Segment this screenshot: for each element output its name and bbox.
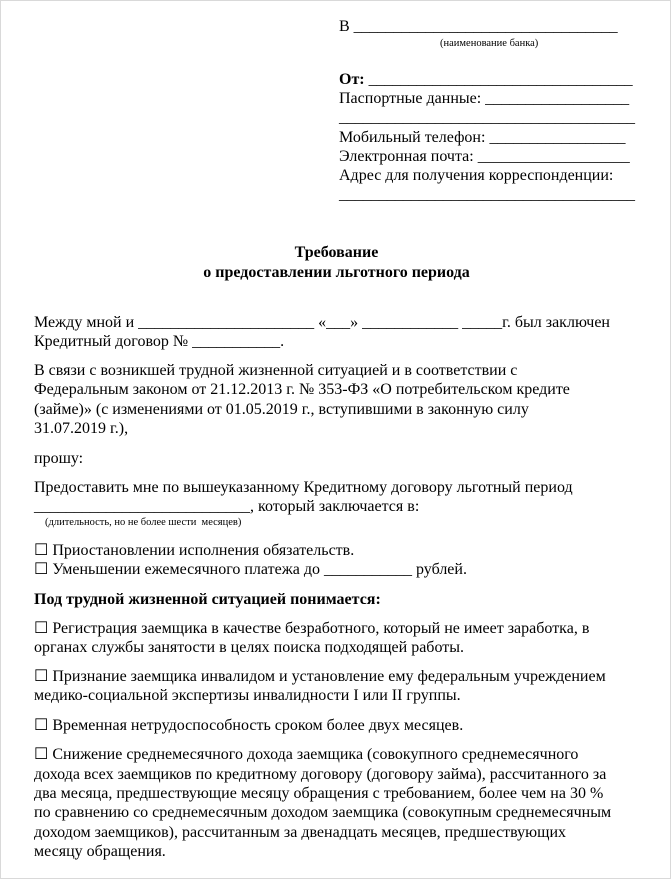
situation-4-line-6: месяцу обращения. [34, 843, 166, 860]
situation-2-line-1: ☐ Признание заемщика инвалидом и установление ему федеральным учреждением [34, 668, 606, 685]
bank-line: В _________________________________ [339, 18, 618, 35]
reason-line-4: 31.07.2019 г.), [34, 420, 129, 437]
reason-line-2: Федеральным законом от 21.12.2013 г. № 353-ФЗ «О потребительском кредите [34, 381, 570, 398]
document-title: Требование [294, 244, 379, 261]
option-suspend: ☐ Приостановлении исполнения обязательств. [34, 542, 355, 559]
from-blank: _________________________________ [368, 71, 633, 88]
reason-line-1: В связи с возникшей трудной жизненной ситуацией и в соответствии с [34, 362, 518, 379]
contract-line-1: Между мной и ______________________ «___» ____________ _____г. был заключен [34, 314, 610, 331]
document-subtitle: о предоставлении льготного периода [203, 264, 470, 281]
mobile-line: Мобильный телефон: _________________ [339, 129, 626, 146]
request-line-1: Предоставить мне по вышеуказанному Кредитному договору льготный период [34, 479, 573, 496]
duration-hint: (длительность, но не более шести месяцев) [45, 517, 242, 528]
situation-4-line-1: ☐ Снижение среднемесячного дохода заемщика (совокупного среднемесячного [34, 746, 579, 763]
situation-1-line-2: органах службы занятости в целях поиска подходящей работы. [34, 639, 464, 656]
from-label: От: [339, 71, 369, 88]
email-line: Электронная почта: ___________________ [339, 148, 630, 165]
request-line-2: ___________________________, который заключается в: [34, 498, 420, 515]
situation-2-line-2: медико-социальной экспертизы инвалидности I или II группы. [34, 687, 461, 704]
from-line [339, 70, 633, 89]
contract-line-2: Кредитный договор № ___________. [34, 333, 285, 350]
address-cont-line: _____________________________________ [339, 186, 635, 203]
request-word: прошу: [34, 450, 84, 467]
situation-1-line-1: ☐ Регистрация заемщика в качестве безработного, который не имеет заработка, в [34, 620, 590, 637]
situation-4-line-5: доходом заемщиков), рассчитанным за двенадцать месяцев, предшествующих [34, 824, 567, 841]
situation-4-line-4: по сравнению со среднемесячным доходом заемщика (совокупным среднемесячным [34, 804, 612, 821]
address-label: Адрес для получения корреспонденции: [339, 167, 614, 184]
passport-line: Паспортные данные: __________________ [339, 90, 630, 107]
reason-line-3: (займе)» (с изменениями от 01.05.2019 г., вступившими в законную силу [34, 401, 529, 418]
situation-4-line-3: два месяца, предшествующие месяцу обращения с требованием, более чем на 30 % [34, 785, 604, 802]
section-heading: Под трудной жизненной ситуацией понимается: [34, 591, 381, 608]
passport-cont-line: _____________________________________ [339, 109, 635, 126]
option-reduce-payment: ☐ Уменьшении ежемесячного платежа до ___________ рублей. [34, 561, 467, 578]
situation-4-line-2: дохода всех заемщиков по кредитному договору (договору займа), рассчитанного за [34, 766, 607, 783]
bank-hint: (наименование банка) [440, 38, 539, 49]
situation-3: ☐ Временная нетрудоспособность сроком более двух месяцев. [34, 717, 464, 734]
